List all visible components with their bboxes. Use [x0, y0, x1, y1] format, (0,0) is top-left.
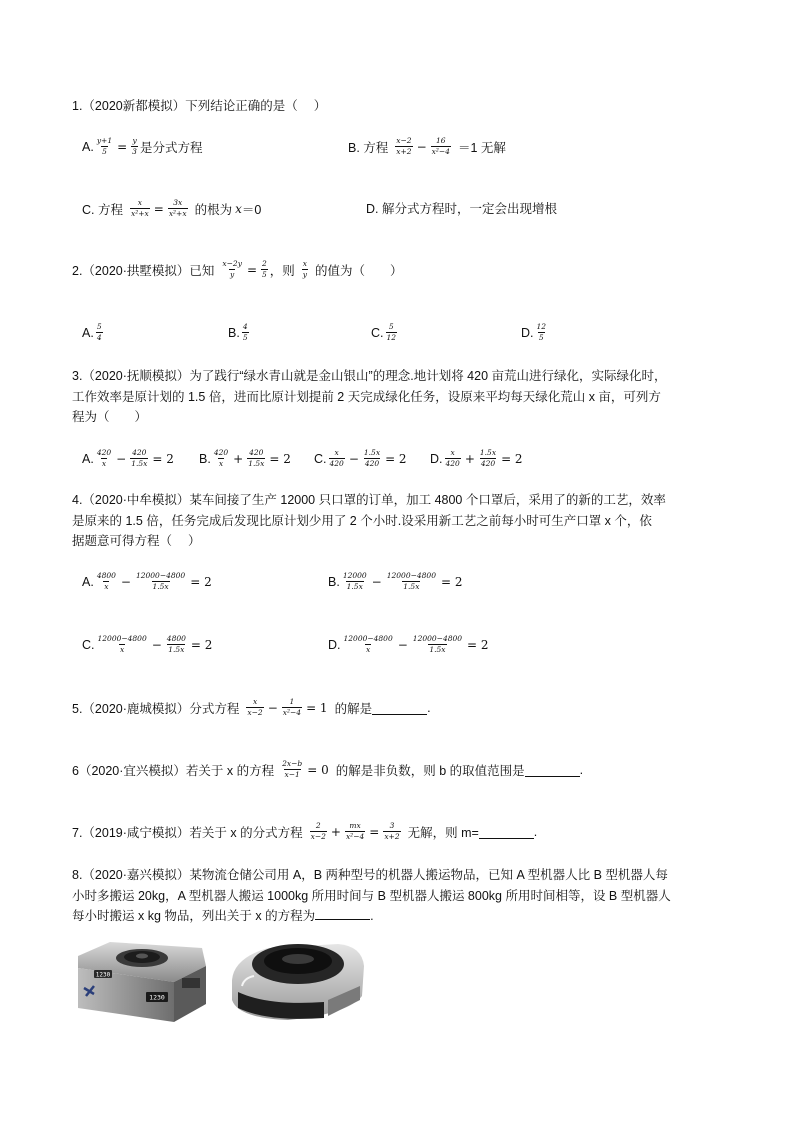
q1-option-a: A. $\frac{y+1}{5}$ = $\frac{y}{3}$ 是分式方程 — [82, 136, 203, 156]
fraction: $\frac{420}{1.5x}$ — [131, 448, 148, 468]
fraction: 12000−4800 x — [97, 634, 147, 654]
fraction: x−2 x+2 — [396, 136, 412, 156]
q7-stem: 7.（2019·咸宁模拟）若关于 x 的分式方程 2 x−2 + $\frac{mx}{\text{x²−4}}$ = $\frac{3}{x+2}$ 无解，则 m= . — [72, 821, 538, 841]
robot-a-photo — [70, 938, 210, 1026]
fraction: x 420 — [445, 448, 460, 468]
q2-option-c: C. 5 12 — [371, 322, 397, 342]
fraction: 12000 1.5x — [342, 571, 367, 591]
q1-option-b: B. 方程 x−2 x+2 − $\frac{16}{\text{x²−4}}$ ＝1 无解 — [348, 136, 506, 156]
fraction: $\frac{x}{\text{x²+x}}$ — [130, 198, 149, 218]
fraction: $\frac{2x-b}{x-1}$ — [282, 759, 303, 779]
q5-stem: 5.（2020·鹿城模拟）分式方程 x x−2 − $\frac{1}{\text{x²−4}}$ = 1 的解是 . — [72, 697, 431, 717]
q1-option-d: D. 解分式方程时，一定会出现增根 — [366, 202, 557, 216]
q4-option-b: B. 12000 1.5x − $\frac{12000-4800}{1.5x}$ = 2 — [328, 571, 463, 591]
fraction: $\frac{y+1}{5}$ — [96, 136, 113, 156]
fraction: 420 x — [96, 448, 112, 468]
fraction: $\frac{4800}{1.5x}$ — [166, 634, 186, 654]
fraction: 12000−4800 x — [343, 634, 393, 654]
answer-blank[interactable] — [479, 825, 534, 839]
q3-stem: 3.（2020·抚顺模拟）为了践行“绿水青山就是金山银山”的理念.地计划将 420 亩荒山进行绿化，实际绿化时， 工作效率是原计划的 1.5 倍，进而比原计划提前 2 天完成绿化任务，设原来平均每天绿化荒山 x 亩，可列方 程为（ ） — [72, 369, 667, 424]
q2-option-a: A. 5 4 — [82, 322, 102, 342]
q4-stem: 4.（2020·中牟模拟）某车间接了生产 12000 只口罩的订单，加工 4800 个口罩后，采用了的新的工艺，效率 是原来的 1.5 倍，任务完成后发现比原计划少用了 2 个小时.设采用新工艺之前每小时可生产口罩 x 个，依 据题意可得方程（ ） — [72, 493, 666, 548]
q3-option-c: C. x 420 − $\frac{1.5x}{420}$ = 2 — [314, 448, 407, 468]
q8-stem: 8.（2020·嘉兴模拟）某物流仓储公司用 A，B 两种型号的机器人搬运物品，已知 A 型机器人比 B 型机器人每 小时多搬运 20kg，A 型机器人搬运 1000kg 所用时间与 B 型机器人搬运 800kg 所用时间相等，设 B 型机器人 每小时搬运 x kg 物品，列出关于 x 的方程为 . — [72, 868, 671, 923]
fraction: $\frac{mx}{\text{x²−4}}$ — [345, 821, 365, 841]
q6-stem: 6（2020·宜兴模拟）若关于 x 的方程 $\frac{2x-b}{x-1}$ = 0 的解是非负数，则 b 的取值范围是 . — [72, 759, 584, 779]
fraction: $\frac{y}{3}$ — [132, 136, 137, 156]
fraction: 5 12 — [386, 322, 397, 342]
q1-stem: 1.（2020新都模拟）下列结论正确的是（ ） — [72, 99, 327, 113]
fraction: $\frac{2}{5}$ — [262, 259, 267, 279]
fraction: 12 5 — [536, 322, 547, 342]
fraction: $\frac{12000-4800}{1.5x}$ — [135, 571, 186, 591]
fraction: 2 x−2 — [310, 821, 326, 841]
q3-option-b: B. 420 x + $\frac{420}{1.5x}$ = 2 — [199, 448, 291, 468]
svg-text:1230: 1230 — [149, 993, 165, 1002]
fraction: $\frac{16}{\text{x²−4}}$ — [431, 136, 450, 156]
fraction: $\frac{12000-4800}{1.5x}$ — [386, 571, 436, 591]
answer-blank[interactable] — [315, 906, 370, 920]
fraction: x y — [302, 259, 308, 279]
fraction: $\frac{x-2y}{y}$ — [222, 259, 242, 279]
fraction: 5 4 — [96, 322, 102, 342]
fraction: 4 5 — [242, 322, 248, 342]
q4-option-c: C. 12000−4800 x − $\frac{4800}{1.5x}$ = 2 — [82, 634, 213, 654]
q2-stem: 2.（2020·拱墅模拟）已知 $\frac{x-2y}{y}$ = $\frac{2}{5}$ ，则 x y 的值为（ ） — [72, 259, 403, 279]
fraction: $\frac{12000-4800}{1.5x}$ — [412, 634, 463, 654]
fraction: 4800 x — [96, 571, 116, 591]
fraction: $\frac{3}{x+2}$ — [384, 821, 400, 841]
fraction: $\frac{1.5x}{420}$ — [363, 448, 381, 468]
svg-text:1230: 1230 — [95, 971, 111, 979]
fraction: $\frac{1.5x}{420}$ — [479, 448, 497, 468]
fraction: $\frac{3x}{\text{x²+x}}$ — [168, 198, 187, 218]
answer-blank[interactable] — [525, 763, 580, 777]
q1-a-label: A. — [82, 139, 94, 154]
answer-blank[interactable] — [372, 701, 427, 715]
fraction: x x−2 — [247, 697, 263, 717]
fraction: $\frac{1}{\text{x²−4}}$ — [282, 697, 302, 717]
q2-option-b: B. 4 5 — [228, 322, 248, 342]
q4-option-a: A. 4800 x − $\frac{12000-4800}{1.5x}$ = 2 — [82, 571, 212, 591]
q1-option-c: C. 方程 $\frac{x}{\text{x²+x}}$ = $\frac{3x}{\text{x²+x}}$ 的根为 x ＝0 — [82, 198, 262, 218]
fraction: 420 x — [213, 448, 229, 468]
q3-option-d: D. x 420 + $\frac{1.5x}{420}$ = 2 — [430, 448, 523, 468]
q3-option-a: A. 420 x − $\frac{420}{1.5x}$ = 2 — [82, 448, 174, 468]
q4-option-d: D. 12000−4800 x − $\frac{12000-4800}{1.5x}$ = 2 — [328, 634, 489, 654]
fraction: x 420 — [329, 448, 344, 468]
q2-option-d: D. 12 5 — [521, 322, 547, 342]
fraction: $\frac{420}{1.5x}$ — [248, 448, 265, 468]
robot-b-photo — [228, 936, 368, 1026]
